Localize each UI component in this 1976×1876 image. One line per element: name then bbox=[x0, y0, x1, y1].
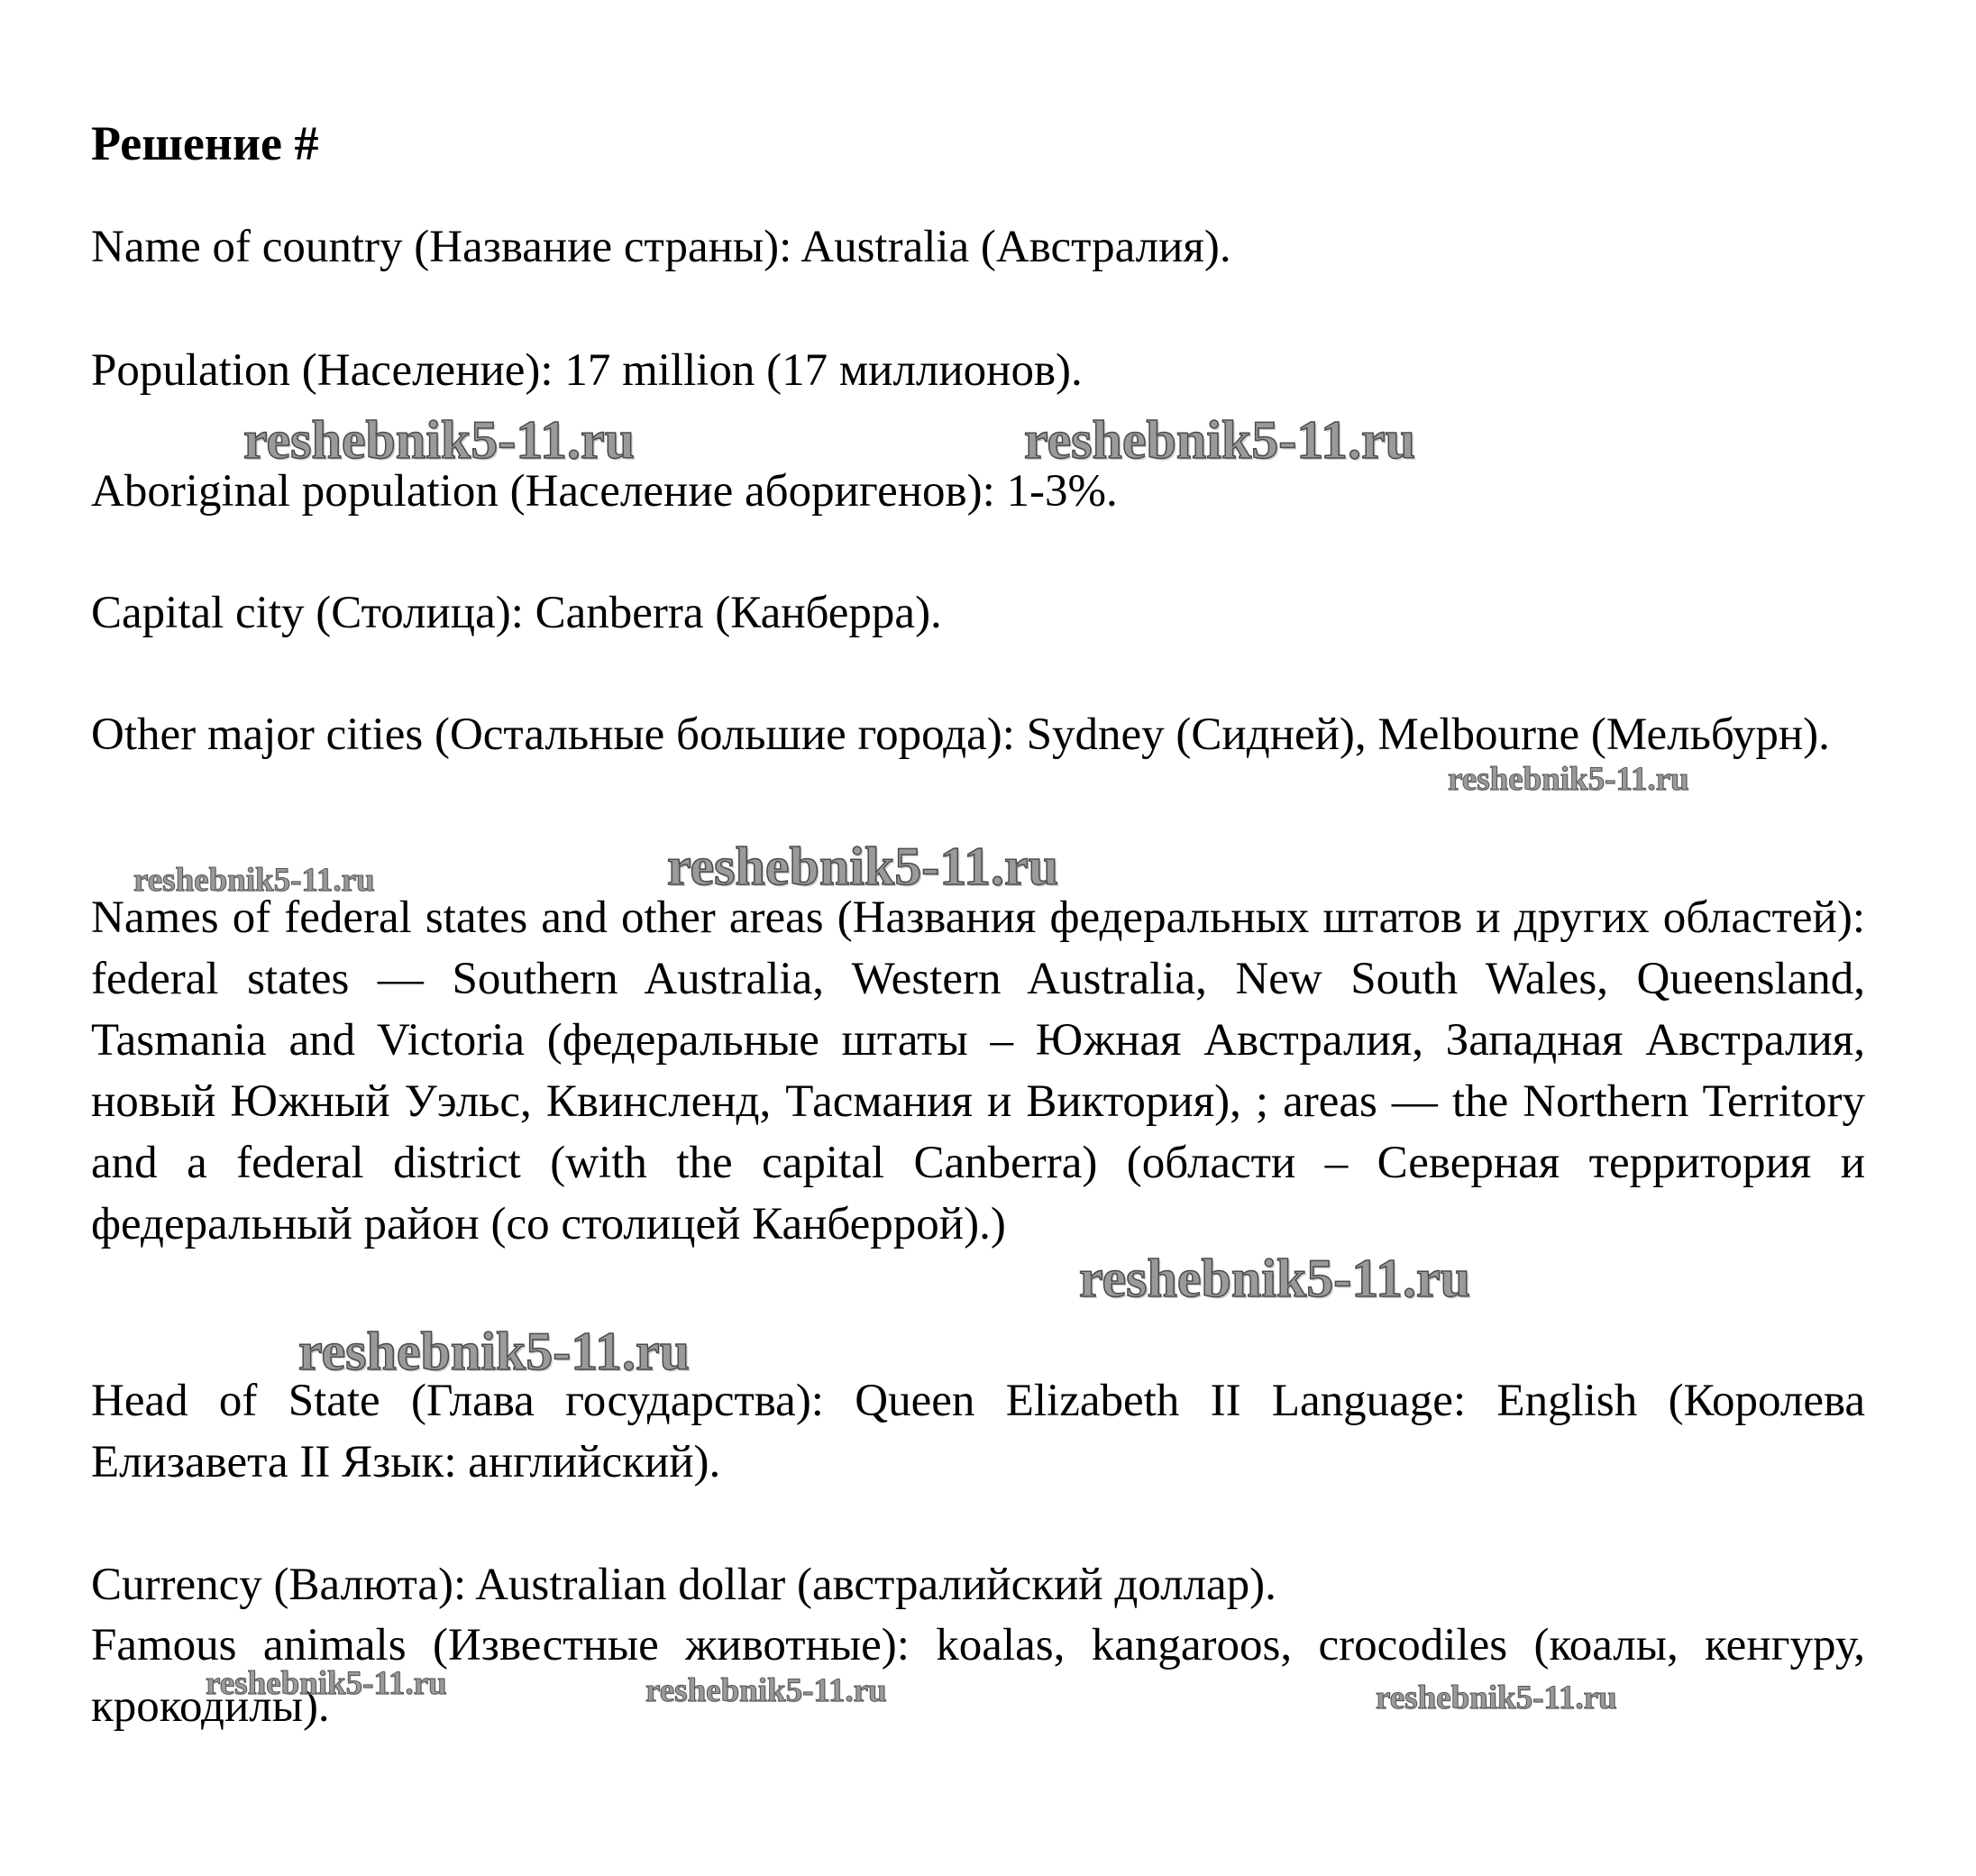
watermark: reshebnik5-11.ru bbox=[298, 1322, 690, 1381]
solution-heading: Решение # bbox=[91, 116, 319, 170]
watermark: reshebnik5-11.ru bbox=[243, 410, 635, 470]
paragraph-country: Name of country (Название страны): Australia (Австралия). bbox=[91, 222, 1231, 272]
paragraph-states: Names of federal states and other areas (Названия федеральных штатов и других областей): federal states — Southern Australia, Western Australia, New South Wales, Queensland, Tasmania and Victoria (федеральные штаты – Южная Австралия, Западная Австралия, новый Южный Уэльс, Квинсленд, Тасмания и Виктория), ; areas — the Northern Territory and a federal district (with the capital Canberra) (области – Северная территория и федеральный район (со столицей Канберрой).) bbox=[91, 892, 1865, 1249]
watermark: reshebnik5-11.ru bbox=[133, 862, 375, 899]
watermark: reshebnik5-11.ru bbox=[1448, 761, 1689, 798]
paragraph-capital: Capital city (Столица): Canberra (Канберра). bbox=[91, 588, 942, 638]
paragraph-aboriginal: Aboriginal population (Население аборигенов): 1-3%. bbox=[91, 466, 1118, 517]
paragraph-population: Population (Население): 17 million (17 миллионов). bbox=[91, 345, 1083, 396]
watermark: reshebnik5-11.ru bbox=[667, 837, 1058, 896]
watermark: reshebnik5-11.ru bbox=[1376, 1679, 1617, 1716]
paragraph-currency: Currency (Валюта): Australian dollar (австралийский доллар). bbox=[91, 1560, 1276, 1610]
paragraph-animals: Famous animals (Известные животные): koalas, kangaroos, crocodiles (коалы, кенгуру, крокодилы). bbox=[91, 1620, 1865, 1732]
watermark: reshebnik5-11.ru bbox=[1079, 1249, 1470, 1308]
paragraph-cities: Other major cities (Остальные большие города): Sydney (Сидней), Melbourne (Мельбурн). bbox=[91, 709, 1830, 760]
watermark: reshebnik5-11.ru bbox=[206, 1665, 447, 1702]
watermark: reshebnik5-11.ru bbox=[1024, 410, 1415, 470]
watermark: reshebnik5-11.ru bbox=[645, 1672, 887, 1709]
paragraph-head-of-state: Head of State (Глава государства): Queen Elizabeth II Language: English (Королева Елизавета II Язык: английский). bbox=[91, 1376, 1865, 1487]
